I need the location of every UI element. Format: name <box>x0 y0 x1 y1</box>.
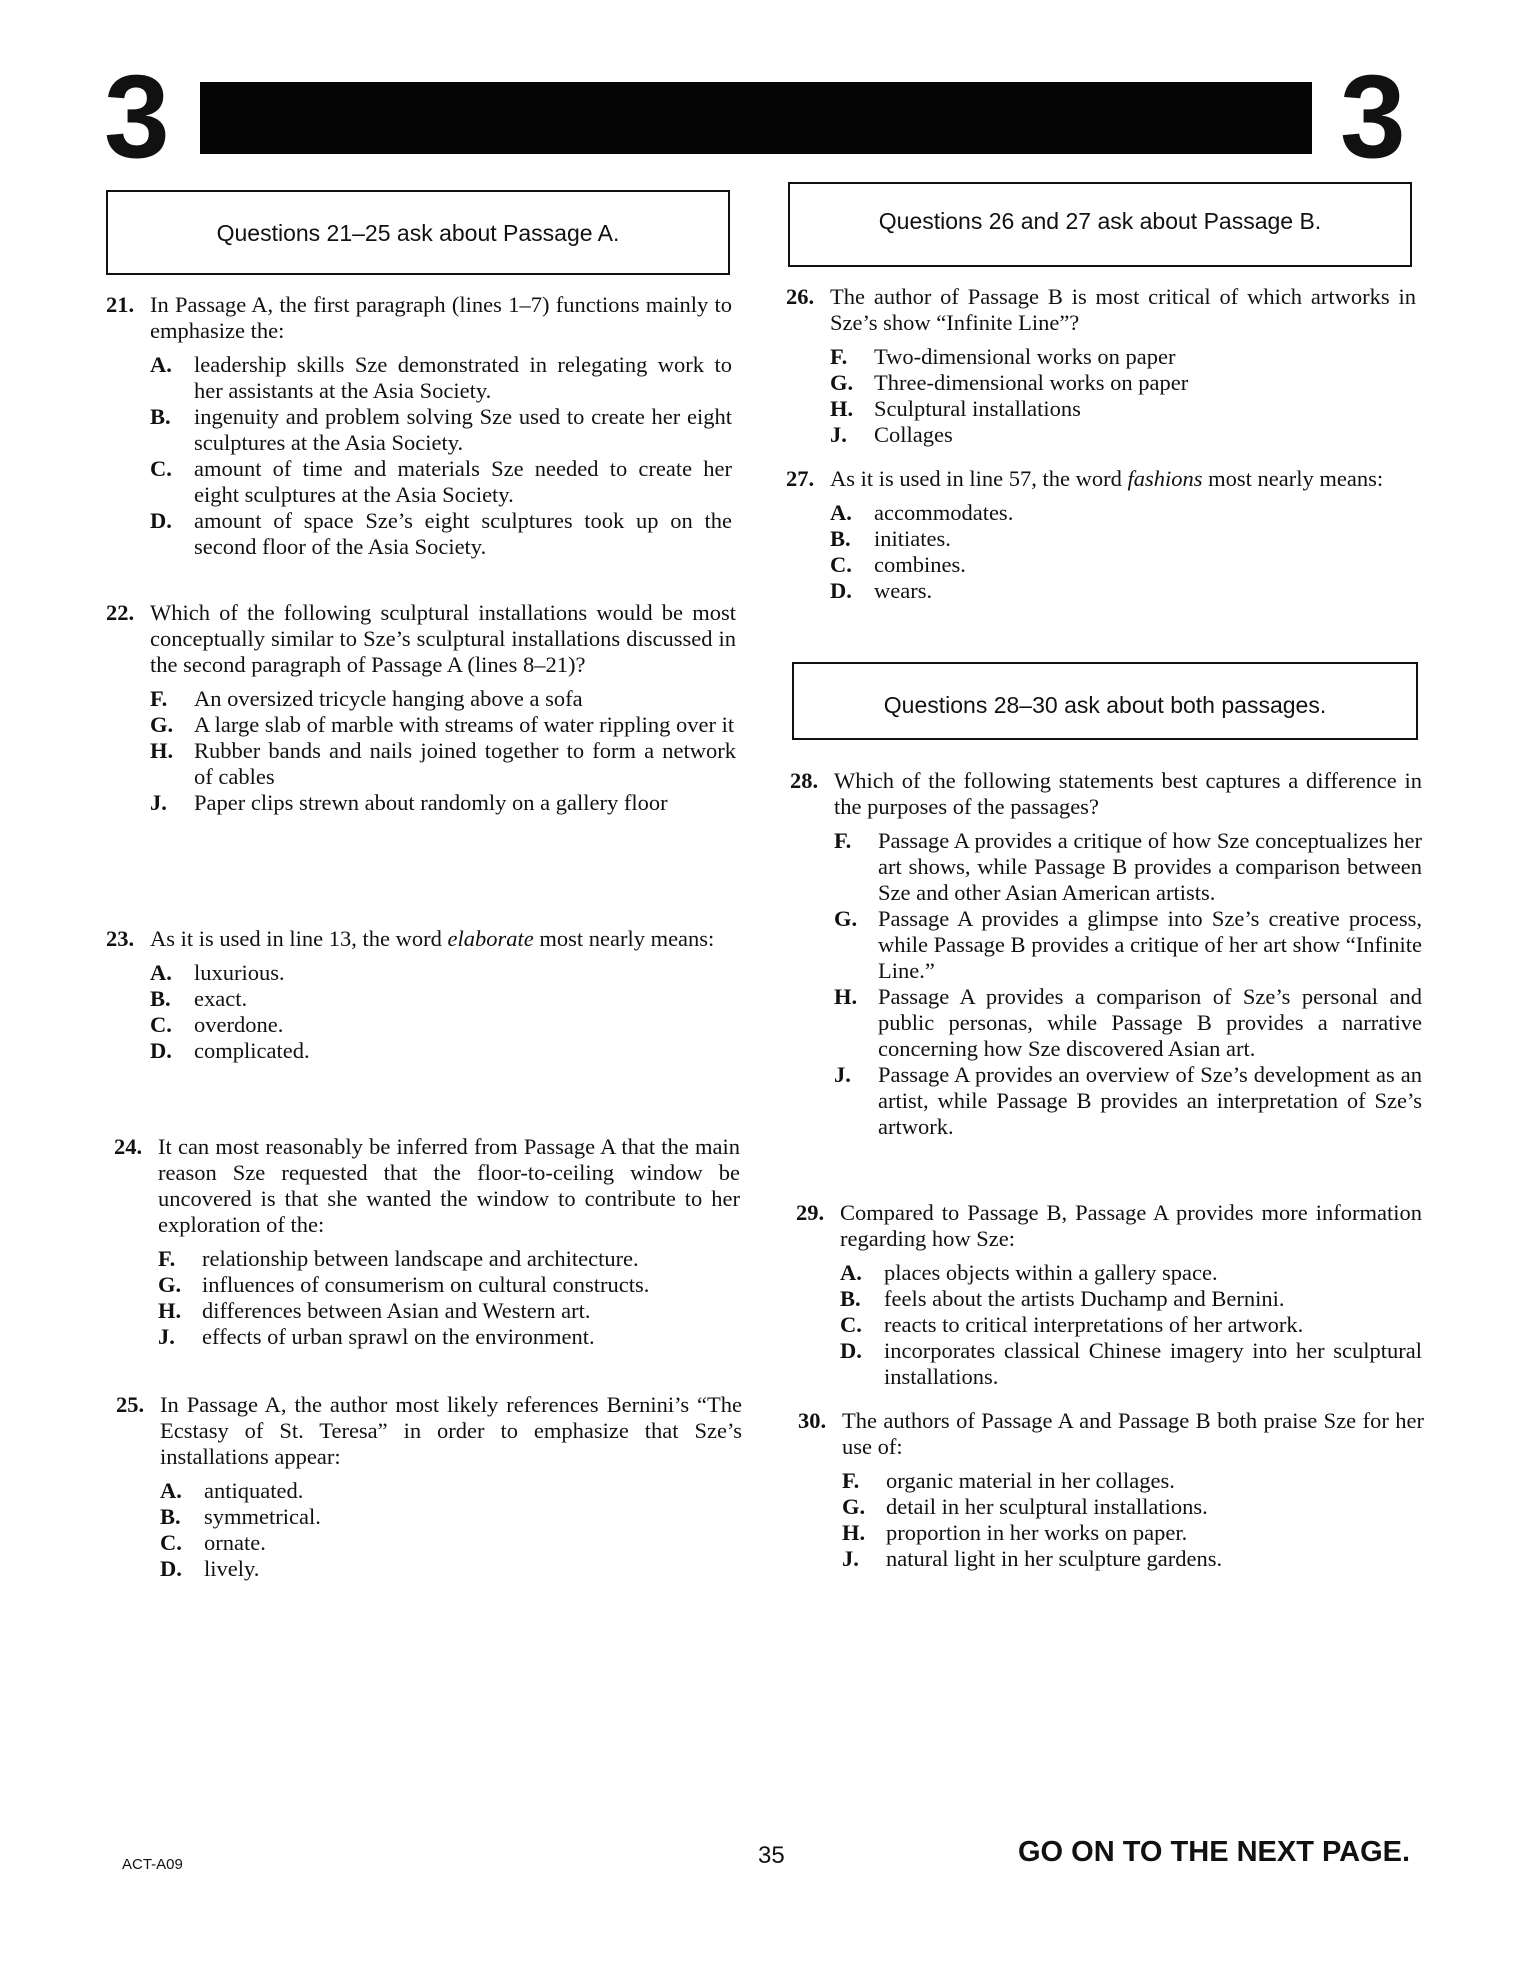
option-letter: D. <box>160 1556 182 1581</box>
option-text: exact. <box>194 986 248 1011</box>
option-letter: C. <box>160 1530 182 1555</box>
option-letter: G. <box>158 1272 182 1297</box>
answer-option-b[interactable] <box>840 1286 1422 1312</box>
option-text: Sculptural installations <box>874 396 1081 421</box>
answer-option-g[interactable] <box>842 1494 1424 1520</box>
option-letter: A. <box>150 352 172 377</box>
option-text: amount of space Sze’s eight sculptures took up on the second floor of the Asia Society. <box>194 508 732 559</box>
option-letter: B. <box>150 404 171 429</box>
option-text: Three-dimensional works on paper <box>874 370 1189 395</box>
answer-option-h[interactable] <box>842 1520 1424 1546</box>
answer-option-j[interactable] <box>158 1324 740 1350</box>
option-text: Rubber bands and nails joined together to form a network of cables <box>194 738 736 789</box>
question-stem: The authors of Passage A and Passage B both praise Sze for her use of: <box>842 1408 1424 1459</box>
answer-option-h[interactable] <box>158 1298 740 1324</box>
section-number-right: 3 <box>1340 51 1406 183</box>
option-text: effects of urban sprawl on the environment. <box>202 1324 595 1349</box>
question-stem: In Passage A, the author most likely references Bernini’s “The Ecstasy of St. Teresa” in order to emphasize that Sze’s installations appear: <box>160 1392 742 1469</box>
option-text: feels about the artists Duchamp and Bernini. <box>884 1286 1285 1311</box>
question-29 <box>796 1200 1422 1390</box>
answer-option-c[interactable] <box>150 1012 738 1038</box>
option-letter: D. <box>150 508 172 533</box>
option-text: detail in her sculptural installations. <box>886 1494 1208 1519</box>
question-24 <box>114 1134 740 1350</box>
answer-option-h[interactable] <box>834 984 1422 1062</box>
option-text: symmetrical. <box>204 1504 321 1529</box>
option-text: leadership skills Sze demonstrated in relegating work to her assistants at the Asia Society. <box>194 352 732 403</box>
answer-option-g[interactable] <box>150 712 736 738</box>
question-22 <box>106 600 736 816</box>
answer-option-c[interactable] <box>160 1530 742 1556</box>
question-stem: Compared to Passage B, Passage A provides more information regarding how Sze: <box>840 1200 1422 1251</box>
answer-option-b[interactable] <box>150 404 732 456</box>
answer-option-f[interactable] <box>830 344 1416 370</box>
vocab-word: elaborate <box>447 926 534 951</box>
answer-option-f[interactable] <box>158 1246 740 1272</box>
option-text: antiquated. <box>204 1478 304 1503</box>
option-letter: H. <box>830 396 854 421</box>
answer-option-j[interactable] <box>842 1546 1424 1572</box>
question-stem: The author of Passage B is most critical of which artworks in Sze’s show “Infinite Line”? <box>830 284 1416 335</box>
option-text: organic material in her collages. <box>886 1468 1175 1493</box>
question-number: 23. <box>106 926 135 951</box>
option-text: A large slab of marble with streams of water rippling over it <box>194 712 735 737</box>
answer-option-d[interactable] <box>150 508 732 560</box>
option-letter: A. <box>160 1478 182 1503</box>
option-text: ingenuity and problem solving Sze used to create her eight sculptures at the Asia Society. <box>194 404 732 455</box>
answer-option-f[interactable] <box>842 1468 1424 1494</box>
answer-option-d[interactable] <box>840 1338 1422 1390</box>
question-number: 28. <box>790 768 819 793</box>
option-letter: F. <box>158 1246 176 1271</box>
answer-option-g[interactable] <box>834 906 1422 984</box>
option-letter: D. <box>150 1038 172 1063</box>
vocab-word: fashions <box>1127 466 1203 491</box>
answer-option-g[interactable] <box>158 1272 740 1298</box>
question-number: 26. <box>786 284 815 309</box>
option-text: accommodates. <box>874 500 1014 525</box>
section-header-bar <box>200 82 1312 154</box>
answer-option-b[interactable] <box>160 1504 742 1530</box>
option-text: luxurious. <box>194 960 285 985</box>
both-passages-instruction-box <box>792 662 1418 740</box>
answer-option-d[interactable] <box>150 1038 738 1064</box>
page-number: 35 <box>758 1842 785 1869</box>
question-number: 27. <box>786 466 815 491</box>
option-letter: J. <box>830 422 847 447</box>
option-letter: A. <box>830 500 852 525</box>
option-text: natural light in her sculpture gardens. <box>886 1546 1223 1571</box>
passage-b-instruction-box <box>788 182 1412 267</box>
option-text: Two-dimensional works on paper <box>874 344 1176 369</box>
question-number: 22. <box>106 600 135 625</box>
option-letter: C. <box>150 456 172 481</box>
option-letter: D. <box>830 578 852 603</box>
option-text: Passage A provides a glimpse into Sze’s creative process, while Passage B provides a critique of her art show “Infinite Line.” <box>878 906 1422 983</box>
option-letter: G. <box>150 712 174 737</box>
option-text: complicated. <box>194 1038 310 1063</box>
option-letter: B. <box>160 1504 181 1529</box>
option-letter: F. <box>834 828 852 853</box>
option-letter: A. <box>150 960 172 985</box>
option-letter: J. <box>834 1062 851 1087</box>
option-text: lively. <box>204 1556 260 1581</box>
option-letter: F. <box>150 686 168 711</box>
option-text: Passage A provides a critique of how Sze conceptualizes her art shows, while Passage B provides a comparison between Sze and other Asian American artists. <box>878 828 1422 905</box>
option-text: places objects within a gallery space. <box>884 1260 1218 1285</box>
answer-option-c[interactable] <box>830 552 1416 578</box>
option-text: combines. <box>874 552 966 577</box>
question-stem: Which of the following sculptural installations would be most conceptually similar to Sze’s sculptural installations discussed in the second paragraph of Passage A (lines 8–21)? <box>150 600 736 677</box>
both-passages-instruction: Questions 28–30 ask about both passages. <box>883 692 1327 718</box>
answer-option-g[interactable] <box>830 370 1416 396</box>
question-stem: As it is used in line 13, the word elaborate most nearly means: <box>150 926 715 951</box>
answer-option-j[interactable] <box>830 422 1416 448</box>
answer-option-d[interactable] <box>830 578 1416 604</box>
answer-option-b[interactable] <box>830 526 1416 552</box>
option-text: ornate. <box>204 1530 266 1555</box>
next-page-notice: GO ON TO THE NEXT PAGE. <box>1018 1836 1411 1868</box>
question-stem: Which of the following statements best captures a difference in the purposes of the passages? <box>834 768 1422 819</box>
form-code: ACT-A09 <box>122 1856 183 1873</box>
answer-option-d[interactable] <box>160 1556 742 1582</box>
option-letter: H. <box>158 1298 182 1323</box>
answer-option-h[interactable] <box>150 738 736 790</box>
option-text: amount of time and materials Sze needed to create her eight sculptures at the Asia Society. <box>194 456 732 507</box>
answer-option-j[interactable] <box>150 790 736 816</box>
option-text: incorporates classical Chinese imagery into her sculptural installations. <box>884 1338 1422 1389</box>
option-letter: B. <box>840 1286 861 1311</box>
question-number: 21. <box>106 292 135 317</box>
answer-option-f[interactable] <box>150 686 736 712</box>
answer-option-b[interactable] <box>150 986 738 1012</box>
passage-b-instruction: Questions 26 and 27 ask about Passage B. <box>878 208 1322 234</box>
option-letter: G. <box>842 1494 866 1519</box>
option-letter: A. <box>840 1260 862 1285</box>
option-text: Passage A provides an overview of Sze’s development as an artist, while Passage B provides an interpretation of Sze’s artwork. <box>878 1062 1422 1139</box>
answer-option-c[interactable] <box>150 456 732 508</box>
section-number-left: 3 <box>104 51 170 183</box>
question-stem: In Passage A, the first paragraph (lines 1–7) functions mainly to emphasize the: <box>150 292 732 343</box>
question-stem: As it is used in line 57, the word fashions most nearly means: <box>830 466 1384 491</box>
option-text: Collages <box>874 422 953 447</box>
option-text: Passage A provides a comparison of Sze’s personal and public personas, while Passage B provides a narrative concerning how Sze discovered Asian art. <box>878 984 1422 1061</box>
option-text: overdone. <box>194 1012 284 1037</box>
option-letter: C. <box>830 552 852 577</box>
question-23 <box>106 926 738 1064</box>
answer-option-c[interactable] <box>840 1312 1422 1338</box>
answer-option-a[interactable] <box>830 500 1416 526</box>
option-letter: F. <box>830 344 848 369</box>
option-letter: G. <box>830 370 854 395</box>
question-21 <box>106 292 732 560</box>
question-number: 30. <box>798 1408 827 1433</box>
answer-option-a[interactable] <box>160 1478 742 1504</box>
question-30 <box>798 1408 1424 1572</box>
option-letter: J. <box>842 1546 859 1571</box>
question-26 <box>786 284 1416 448</box>
option-letter: J. <box>150 790 167 815</box>
answer-option-a[interactable] <box>840 1260 1422 1286</box>
option-letter: J. <box>158 1324 175 1349</box>
option-letter: G. <box>834 906 858 931</box>
option-text: Paper clips strewn about randomly on a gallery floor <box>194 790 668 815</box>
option-text: influences of consumerism on cultural constructs. <box>202 1272 650 1297</box>
question-27 <box>786 466 1416 604</box>
option-text: relationship between landscape and architecture. <box>202 1246 639 1271</box>
question-25 <box>116 1392 742 1582</box>
question-28 <box>790 768 1422 1140</box>
option-letter: C. <box>150 1012 172 1037</box>
option-text: initiates. <box>874 526 951 551</box>
question-number: 25. <box>116 1392 145 1417</box>
question-stem: It can most reasonably be inferred from Passage A that the main reason Sze requested that the floor-to-ceiling window be uncovered is that she wanted the window to contribute to her exploration of the: <box>158 1134 740 1237</box>
option-letter: B. <box>830 526 851 551</box>
option-letter: C. <box>840 1312 862 1337</box>
option-text: An oversized tricycle hanging above a sofa <box>194 686 583 711</box>
passage-a-instruction-box <box>106 190 730 275</box>
answer-option-a[interactable] <box>150 960 738 986</box>
answer-option-j[interactable] <box>834 1062 1422 1140</box>
option-letter: B. <box>150 986 171 1011</box>
answer-option-f[interactable] <box>834 828 1422 906</box>
answer-option-h[interactable] <box>830 396 1416 422</box>
question-number: 29. <box>796 1200 825 1225</box>
option-letter: D. <box>840 1338 862 1363</box>
option-text: proportion in her works on paper. <box>886 1520 1188 1545</box>
option-text: wears. <box>874 578 933 603</box>
option-letter: H. <box>834 984 858 1009</box>
option-letter: H. <box>150 738 174 763</box>
passage-a-instruction: Questions 21–25 ask about Passage A. <box>216 220 620 246</box>
option-text: differences between Asian and Western art. <box>202 1298 591 1323</box>
question-number: 24. <box>114 1134 143 1159</box>
option-letter: F. <box>842 1468 860 1493</box>
answer-option-a[interactable] <box>150 352 732 404</box>
option-letter: H. <box>842 1520 866 1545</box>
option-text: reacts to critical interpretations of her artwork. <box>884 1312 1304 1337</box>
